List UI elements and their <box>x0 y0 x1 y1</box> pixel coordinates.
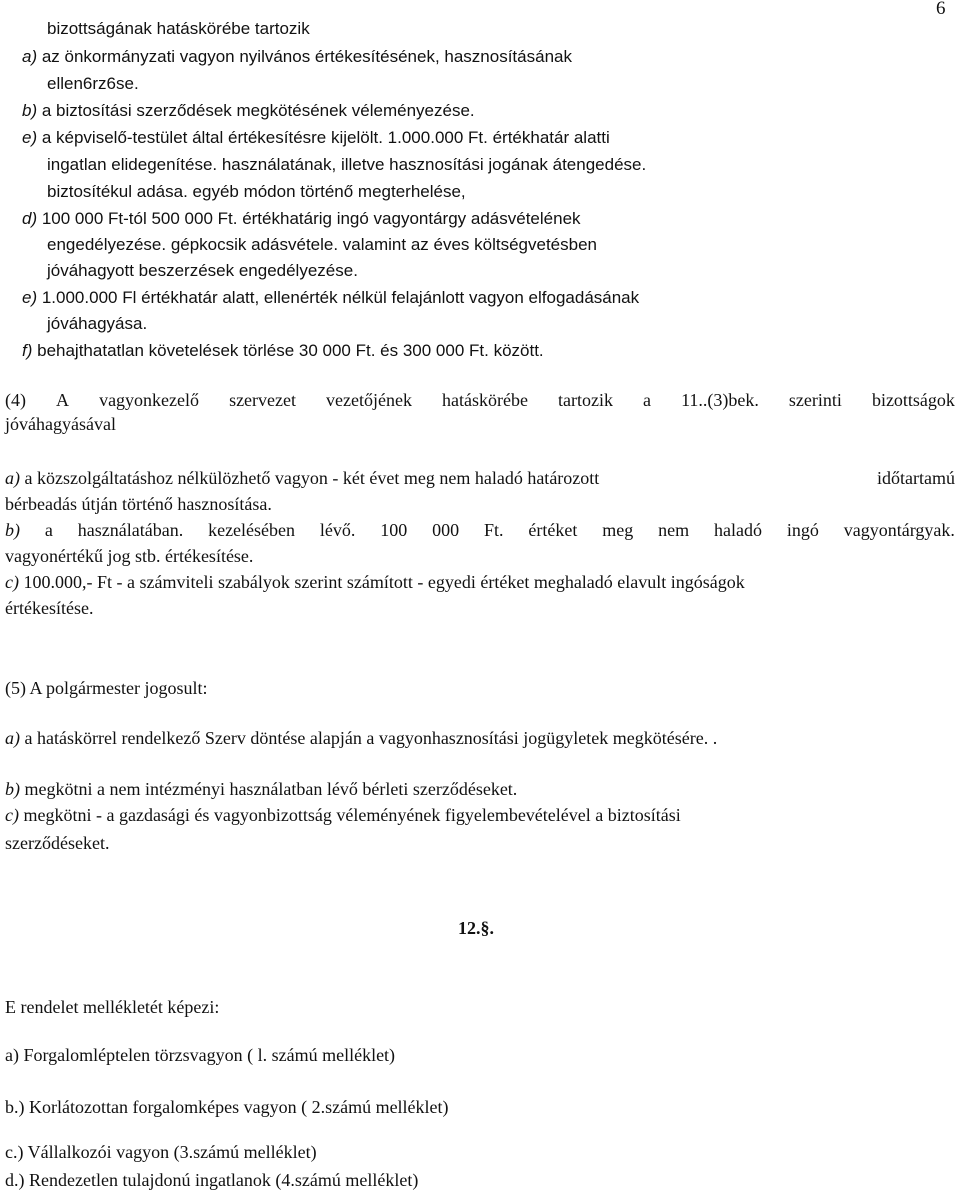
list-item-e <box>22 287 639 309</box>
list-item-c-cont: értékesítése. <box>5 598 94 618</box>
word: bizottságok <box>871 390 955 410</box>
list-item-d-cont: engedélyezése. gépkocsik adásvétele. valamint az éves költségvetésben <box>47 235 598 254</box>
list-marker: b) <box>5 520 20 540</box>
word: értéket <box>528 520 578 540</box>
list-text: a hatáskörrel rendelkező Szerv döntése alapján a vagyonhasznosítási jogügyletek megkötésére. . <box>20 728 718 748</box>
word: vezetőjének <box>326 390 412 410</box>
word: 000 <box>432 520 460 540</box>
word: 11..(3)bek. <box>681 390 759 410</box>
section-12-intro: E rendelet mellékletét képezi: <box>5 997 220 1017</box>
list-item-c <box>22 127 610 149</box>
word: a <box>44 520 53 540</box>
section-12-heading: 12.§. <box>458 918 494 938</box>
list-text: 100.000,- Ft - a számviteli szabályok szerint számított - egyedi értéket meghaladó elavult ingóságok <box>18 572 745 592</box>
word: kezelésében <box>208 520 296 540</box>
list-item-c <box>5 571 745 593</box>
list-item-e-cont: jóváhagyása. <box>47 314 148 333</box>
list-text: behajthatatlan követelések törlése 30 000 Ft. és 300 000 Ft. között. <box>32 341 544 360</box>
word: szervezet <box>229 390 297 410</box>
list-marker: e) <box>22 288 38 307</box>
word: vagyonkezelő <box>99 390 200 410</box>
list-text: 100 000 Ft-tól 500 000 Ft. értékhatárig ingó vagyontárgy adásvételének <box>37 209 581 228</box>
list-item-d <box>22 208 581 230</box>
list-marker: b) <box>5 779 20 799</box>
word: meg <box>602 520 634 540</box>
paragraph-line: bizottságának hatáskörébe tartozik <box>47 19 310 38</box>
list-marker: c) <box>5 572 19 592</box>
list-text: a képviselő-testület által értékesítésre kijelölt. 1.000.000 Ft. értékhatár alatti <box>37 128 610 147</box>
word: ingó <box>786 520 819 540</box>
section-5-heading: (5) A polgármester jogosult: <box>5 678 208 698</box>
list-item: b.) Korlátozottan forgalomképes vagyon ( 2.számú melléklet) <box>5 1097 449 1117</box>
word: vagyontárgyak. <box>843 520 955 540</box>
list-marker: b) <box>22 101 38 120</box>
word: (4) <box>5 390 26 410</box>
list-marker: e) <box>22 128 38 147</box>
list-item-d-cont: jóváhagyott beszerzések engedélyezése. <box>47 261 358 280</box>
list-marker: a) <box>5 728 20 748</box>
list-item-b <box>5 519 955 541</box>
list-item-c-cont: biztosítékul adása. egyéb módon történő megterhelése, <box>47 182 466 201</box>
list-text: a közszolgáltatáshoz nélkülözhető vagyon - két évet meg nem haladó határozott <box>20 468 600 488</box>
list-item-f <box>22 340 544 362</box>
list-text-right: időtartamú <box>877 468 955 488</box>
word: 100 <box>380 520 408 540</box>
list-marker: c) <box>5 805 19 825</box>
list-item: d.) Rendezetlen tulajdonú ingatlanok (4.számú melléklet) <box>5 1170 419 1190</box>
list-marker: d) <box>22 209 38 228</box>
list-text: a biztosítási szerződések megkötésének véleményezése. <box>37 101 475 120</box>
word: használatában. <box>77 520 184 540</box>
list-item-b-cont: vagyonértékű jog stb. értékesítése. <box>5 546 254 566</box>
list-item-b <box>5 778 517 800</box>
list-item-a <box>5 727 717 749</box>
list-item: a) Forgalomléptelen törzsvagyon ( l. számú melléklet) <box>5 1045 396 1065</box>
list-marker: f) <box>22 341 33 360</box>
word: nem <box>658 520 690 540</box>
list-item: c.) Vállalkozói vagyon (3.számú melléklet) <box>5 1142 317 1162</box>
list-item-a <box>22 46 572 68</box>
list-item-c <box>5 804 681 826</box>
list-text: megkötni a nem intézményi használatban lévő bérleti szerződéseket. <box>20 779 518 799</box>
word: lévő. <box>319 520 356 540</box>
list-item-a-cont: bérbeadás útján történő hasznosítása. <box>5 494 272 514</box>
word: tartozik <box>558 390 614 410</box>
word: haladó <box>714 520 762 540</box>
list-marker: a) <box>22 47 38 66</box>
word: szerinti <box>788 390 842 410</box>
list-item-a-cont: ellen6rz6se. <box>47 74 139 93</box>
list-item-c-cont: szerződéseket. <box>5 833 110 853</box>
list-text: megkötni - a gazdasági és vagyonbizottság véleményének figyelembevételével a biztosítási <box>18 805 681 825</box>
word: Ft. <box>484 520 504 540</box>
word: A <box>56 390 70 410</box>
list-item-b <box>22 100 475 122</box>
list-text: az önkormányzati vagyon nyilvános értékesítésének, hasznosításának <box>37 47 572 66</box>
section-4-heading-line <box>5 389 955 411</box>
list-text: 1.000.000 Fl értékhatár alatt, ellenérték nélkül felajánlott vagyon elfogadásának <box>37 288 640 307</box>
list-item-c-cont: ingatlan elidegenítése. használatának, illetve hasznosítási jogának átengedése. <box>47 155 647 174</box>
paragraph-line: jóváhagyásával <box>5 414 116 434</box>
list-item-a <box>5 467 955 489</box>
page-number: 6 <box>936 0 946 19</box>
list-marker: a) <box>5 468 20 488</box>
word: a <box>643 390 652 410</box>
word: hatáskörébe <box>442 390 528 410</box>
